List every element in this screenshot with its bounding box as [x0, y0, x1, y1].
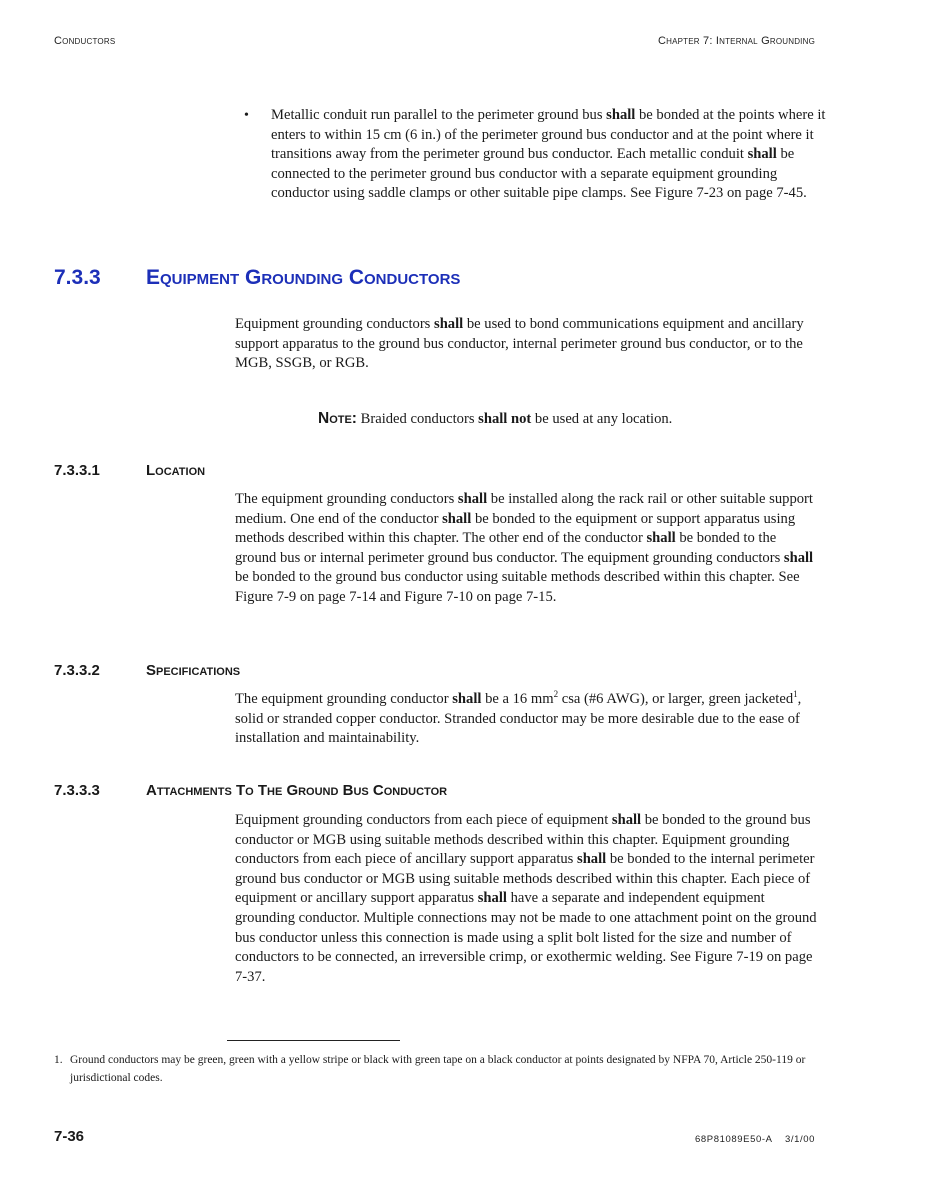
page-number: 7-36	[54, 1128, 85, 1145]
subsection-title: Location	[146, 462, 206, 479]
paragraph-location: The equipment grounding conductors shall be installed along the rack rail or other suitable support medium. One end of the conductor shall be bonded to the equipment or support apparatus using methods described within this chapter. The other end of the conductor shall be bonded to the ground bus or internal perimeter ground bus conductor. The equipment grounding conductors shall be bonded to the ground bus conductor using suitable methods described within this chapter. See Figure 7-9 on page 7-14 and Figure 7-10 on page 7-15.	[235, 491, 814, 605]
note-label: Note:	[318, 410, 357, 427]
paragraph-attachments: Equipment grounding conductors from each piece of equipment shall be bonded to the ground bus conductor or MGB using suitable methods described within this chapter. Equipment grounding conductors from each piece of ancillary support apparatus shall be bonded to the internal perimeter ground bus conductor or MGB using suitable methods described within this chapter. Each piece of equipment or ancillary support apparatus shall have a separate and independent equipment grounding conductor. Multiple connections may not be made to one attachment point on the ground bus conductor unless this connection is made using a split bolt listed for the size and number of conductors to be connected, an irreversible crimp, or exothermic welding. See Figure 7-19 on page 7-37.	[235, 812, 817, 985]
footnote-text: Ground conductors may be green, green with a yellow stripe or black with green tape on a black conductor at points designated by NFPA 70, Article 250-119 or jurisdictional codes.	[70, 1054, 806, 1084]
section-number: 7.3.3	[54, 266, 101, 289]
document-id: 68P81089E50-A 3/1/00	[695, 1134, 815, 1145]
subsection-number: 7.3.3.2	[54, 662, 100, 679]
footnote-mark: 1.	[54, 1054, 63, 1066]
note-callout: Note: Braided conductors shall not be used at any location.	[318, 410, 673, 427]
running-header-left: Conductors	[54, 35, 116, 47]
bullet-paragraph: Metallic conduit run parallel to the perimeter ground bus shall be bonded at the points where it enters to within 15 cm (6 in.) of the perimeter ground bus conductor and at the point where it transitions away from the perimeter ground bus conductor. Each metallic conduit shall be connected to the perimeter ground bus conductor with a separate equipment grounding conductor using saddle clamps or other suitable pipe clamps. See Figure 7-23 on page 7-45.	[271, 107, 826, 202]
section-title: Equipment Grounding Conductors	[146, 266, 461, 289]
footnote-reference: 1	[793, 689, 798, 700]
subsection-title: Attachments To The Ground Bus Conductor	[146, 782, 448, 799]
paragraph-specifications: The equipment grounding conductor shall be a 16 $mm^2$ csa (#6 AWG), or larger, green jacketed$^1$, solid or stranded copper conductor. Stranded conductor may be more desirable due to the ease of installation and maintainability.	[235, 689, 802, 747]
subsection-title: Specifications	[146, 662, 241, 679]
subsection-number: 7.3.3.1	[54, 462, 100, 479]
paragraph-equipment-grounding: Equipment grounding conductors shall be used to bond communications equipment and ancillary support apparatus to the ground bus conductor, internal perimeter ground bus conductor, or to the MGB, SSGB, or RGB.	[235, 316, 804, 372]
subsection-number: 7.3.3.3	[54, 782, 100, 799]
bullet-marker: •	[244, 108, 249, 123]
footnote-divider	[227, 1040, 400, 1041]
running-header-right: Chapter 7: Internal Grounding	[657, 35, 815, 47]
